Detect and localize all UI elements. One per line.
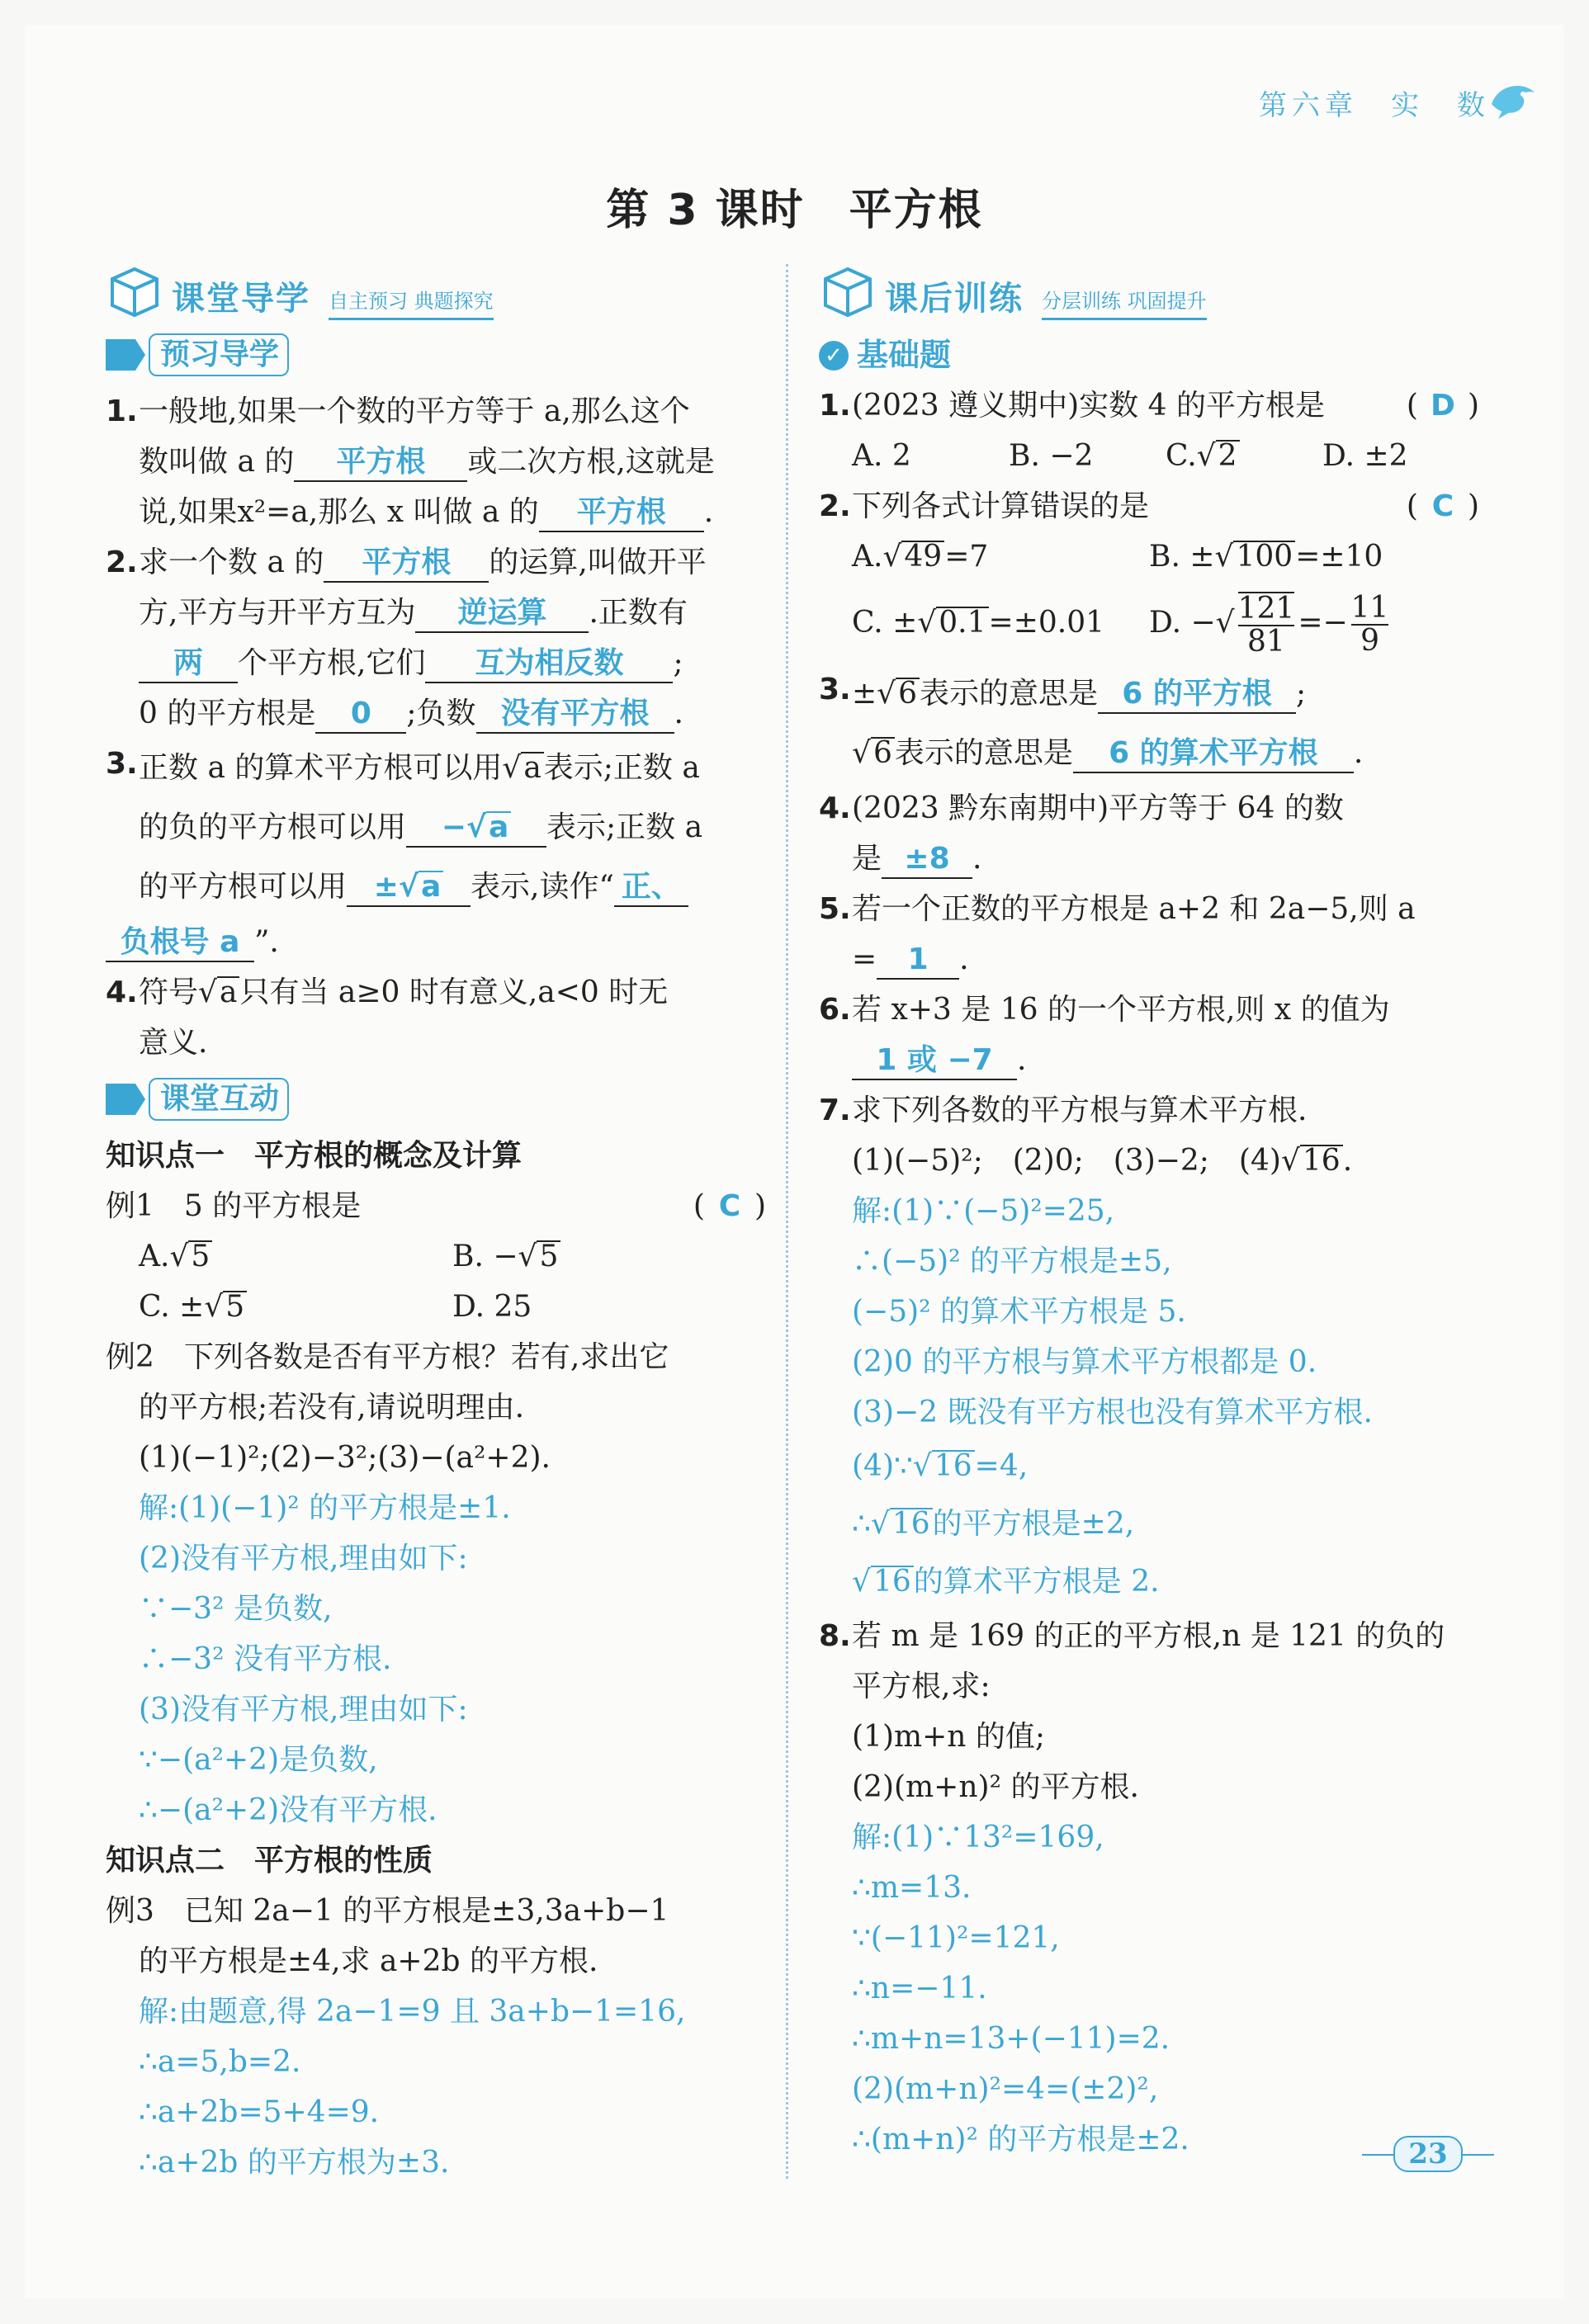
text: 或二次方根,这就是: [467, 445, 715, 479]
radicand: 0.1: [936, 607, 988, 638]
text: 若一个正数的平方根是 a+2 和 2a−5,则 a: [852, 892, 1416, 926]
section-header-in-class: [106, 262, 766, 320]
knowledge-point-2: 知识点二 平方根的性质: [106, 1844, 433, 1878]
question-number: 8.: [819, 1619, 851, 1653]
section-header-after-class: [819, 262, 1479, 320]
solution-line: ∵−3² 是负数,: [139, 1592, 333, 1626]
text: (1)(−5)²; (2)0; (3)−2; (4): [852, 1144, 1281, 1178]
tag-interaction: [106, 1078, 289, 1121]
text: (2023 黔东南期中)平方等于 64 的数: [852, 791, 1344, 825]
radicand: 16: [871, 1566, 914, 1597]
section-title: 课后训练: [885, 280, 1024, 318]
option-d: D. −√ $\frac{121}{81}$ =− $\frac{11}{9}$: [1149, 591, 1389, 659]
solution-line: ∴n=−11.: [852, 1972, 987, 2005]
answer-blank: ±√a: [347, 869, 471, 907]
option-b: B. ±√100=±10: [1149, 540, 1383, 574]
text: .正数有: [589, 596, 688, 630]
text: 的平方根可以用: [139, 870, 348, 904]
answer-blank: 0: [315, 696, 406, 734]
text: 的平方根;若没有,请说明理由.: [139, 1391, 525, 1424]
solution-line: 解:(1)∵(−5)²=25,: [852, 1194, 1115, 1228]
solution-line: 解:由题意,得 2a−1=9 且 3a+b−1=16,: [139, 1995, 686, 2029]
text: .: [1342, 1144, 1353, 1178]
option-c: C. ±√0.1=±0.01: [852, 606, 1105, 640]
solution-line: ∴m+n=13+(−11)=2.: [852, 2022, 1170, 2056]
question-3: 3. 正数 a 的算术平方根可以用√a表示;正数 a 的负的平方根可以用 −√a 表示;正数 a 的平方根可以用 ±√a 表示,读作“ 正、 负根号 a ”.: [106, 739, 766, 967]
chapter-header: 第六章 实 数: [1259, 89, 1490, 122]
example-3: [106, 1886, 766, 2188]
option-c: C.√2: [1166, 431, 1322, 481]
solution-line: ∴a+2b=5+4=9.: [139, 2095, 380, 2129]
text: =: [852, 942, 877, 976]
answer-blank: ±8: [882, 841, 972, 879]
question-number: 6.: [819, 993, 851, 1027]
solution-line: ∴(m+n)² 的平方根是±2.: [852, 2123, 1189, 2156]
example-1: 例1 5 的平方根是 ( C ) A.√5 B. −√5 C. ±√5 D. 25: [106, 1181, 766, 1332]
solution-line: ∴(−5)² 的平方根是±5,: [852, 1245, 1172, 1278]
fraction: [1238, 592, 1295, 658]
answer-blank: 正、: [614, 869, 688, 907]
radicand: 2: [1216, 440, 1240, 471]
question-number: 5.: [819, 892, 851, 926]
text: 的运算,叫做开平: [489, 546, 707, 579]
tag-label: 基础题: [857, 337, 952, 373]
text: 表示的意思是: [894, 736, 1073, 770]
solution-line: ∵−(a²+2)是负数,: [139, 1743, 378, 1777]
text: 求下列各数的平方根与算术平方根.: [852, 1094, 1308, 1127]
text: 表示的意思是: [920, 677, 1099, 711]
column-divider: [786, 264, 788, 2179]
text: (1)(−1)²;(2)−3²;(3)−(a²+2).: [139, 1441, 551, 1475]
option-a: A.√49=7: [852, 540, 989, 574]
text: B. −: [452, 1240, 518, 1273]
text: C. ±: [852, 606, 918, 640]
text: 说,如果x²=a,那么 x 叫做 a 的: [139, 495, 539, 529]
text: 正数 a 的算术平方根可以用: [139, 751, 503, 785]
text: .: [703, 495, 714, 529]
solution-line: √16的算术平方根是 2.: [852, 1565, 1160, 1599]
radicand: 6: [871, 737, 895, 768]
text: −: [441, 810, 466, 844]
answer-blank: 1: [877, 942, 959, 980]
answer-choice: C: [718, 1189, 741, 1223]
text: =±0.01: [988, 606, 1105, 640]
text: ;: [1296, 677, 1307, 711]
answer-choice: C: [1431, 489, 1454, 523]
text: 例2 下列各数是否有平方根？若有,求出它: [106, 1340, 669, 1374]
text: .: [1017, 1043, 1027, 1077]
left-column: [106, 262, 766, 2188]
page-title: 第 3 课时 平方根: [606, 186, 983, 235]
answer-blank: 互为相反数: [425, 645, 673, 683]
solution-line: (2)0 的平方根与算术平方根都是 0.: [852, 1345, 1317, 1379]
text: 个平方根,它们: [238, 646, 426, 680]
answer-blank: −√a: [406, 810, 546, 848]
text: 的算术平方根是 2.: [913, 1565, 1160, 1599]
question-1: [106, 386, 766, 537]
text: 例3 已知 2a−1 的平方根是±3,3a+b−1: [106, 1894, 669, 1928]
question-number: 2.: [819, 489, 851, 523]
text: 例1 5 的平方根是: [106, 1189, 362, 1223]
option-c: C. ±√5: [139, 1282, 452, 1332]
tag-preview: [106, 333, 289, 376]
section-subtitle: 自主预习 典题探究: [329, 286, 494, 320]
text: D. −: [1149, 606, 1216, 640]
question-2: [106, 537, 766, 739]
solution-line: ∴−(a²+2)没有平方根.: [139, 1793, 437, 1827]
solution-line: ∴a+2b 的平方根为±3.: [139, 2146, 450, 2180]
text: (1)m+n 的值;: [852, 1720, 1046, 1754]
text: 的平方根是±2,: [932, 1507, 1135, 1541]
radicand: 16: [890, 1508, 933, 1539]
solution-line: ∵(−11)²=121,: [852, 1921, 1060, 1955]
knowledge-point-1: 知识点一 平方根的概念及计算: [106, 1139, 523, 1173]
text: 的平方根是±4,求 a+2b 的平方根.: [139, 1944, 598, 1978]
question-6: [819, 985, 1479, 1085]
cube-icon: [106, 262, 163, 320]
tag-basic: [819, 330, 1479, 380]
answer-blank: 逆运算: [415, 595, 589, 633]
answer-choice: D: [1431, 389, 1455, 423]
denominator: 9: [1360, 624, 1379, 658]
text: =±10: [1295, 540, 1383, 574]
text: 若 x+3 是 16 的一个平方根,则 x 的值为: [852, 993, 1390, 1027]
solution-line: ∴−3² 没有平方根.: [139, 1642, 392, 1676]
solution-line: 解:(1)(−1)² 的平方根是±1.: [139, 1491, 511, 1525]
text: ;负数: [406, 697, 476, 730]
text: 0 的平方根是: [139, 697, 316, 730]
radicand: 16: [1300, 1145, 1343, 1176]
example-2: [106, 1332, 766, 1835]
answer-blank: 没有平方根: [476, 696, 674, 734]
text: =7: [944, 540, 989, 574]
text: 一般地,如果一个数的平方等于 a,那么这个: [139, 394, 690, 428]
radicand: a: [486, 811, 511, 843]
question-number: 3.: [819, 673, 851, 706]
numerator: 11: [1350, 591, 1389, 625]
text: C. ±: [139, 1290, 205, 1324]
solution-line: 解:(1)∵13²=169,: [852, 1821, 1104, 1854]
text: B. ±: [1149, 540, 1215, 574]
solution-line: (2)没有平方根,理由如下:: [139, 1542, 468, 1575]
text: ;: [673, 646, 683, 680]
text: .: [959, 942, 969, 976]
tag-label: 预习导学: [149, 333, 289, 376]
question-number: 4.: [819, 791, 851, 825]
answer-blank: 两: [139, 645, 238, 683]
radicand: 5: [537, 1240, 560, 1272]
text: C.: [1166, 439, 1197, 473]
radicand: 49: [901, 541, 944, 572]
question-number: 1.: [819, 389, 851, 423]
text: .: [674, 697, 683, 730]
solution-line: (4)∵√16=4,: [852, 1449, 1029, 1483]
question-number: 4.: [106, 975, 138, 1009]
check-icon: ✓: [819, 341, 849, 371]
dolphin-logo-icon: [1487, 76, 1539, 120]
option-a: A. 2: [852, 439, 911, 473]
radicand: a: [521, 752, 543, 783]
question-7: 7. 求下列各数的平方根与算术平方根. (1)(−5)²; (2)0; (3)−2; (4)√16. 解:(1)∵(−5)²=25, ∴(−5)² 的平方根是±5, (−5)² 的算术平方根是 5. (2)0 的平方根与算术平方根都是 0. (3)−2 既没有平方根也没有算术平方根. (4)∵√16=4, ∴√16的平方根是±2, √16的算术平方根是 2.: [819, 1085, 1479, 1611]
cube-icon: [819, 262, 877, 320]
solution-line: (−5)² 的算术平方根是 5.: [852, 1295, 1186, 1329]
option-d: D. ±2: [1322, 439, 1408, 473]
solution-line: (3)−2 既没有平方根也没有算术平方根.: [852, 1396, 1373, 1429]
radicand: 5: [188, 1240, 212, 1272]
text: (4)∵: [852, 1449, 913, 1483]
text: 表示;正数 a: [543, 751, 700, 785]
text: 只有当 a≥0 时有意义,a<0 时无: [239, 975, 669, 1009]
text: 平方根,求:: [852, 1670, 991, 1703]
text: 的负的平方根可以用: [139, 810, 407, 844]
tag-label: 课堂互动: [149, 1078, 289, 1121]
answer-blank: 平方根: [294, 444, 467, 482]
right-column: [819, 262, 1479, 2165]
page-number-label: 23: [1393, 2136, 1462, 2172]
radicand: a: [419, 871, 443, 902]
text: ±: [852, 677, 877, 711]
answer-blank: 1 或 −7: [852, 1042, 1017, 1080]
answer-blank: 平方根: [324, 545, 489, 583]
question-1: 1. (2023 遵义期中)实数 4 的平方根是 ( D ) A. 2 B. −2 C.√2 D. ±2: [819, 380, 1479, 481]
section-subtitle: 分层训练 巩固提升: [1042, 286, 1207, 320]
question-4: 4. 符号√a只有当 a≥0 时有意义,a<0 时无 意义.: [106, 967, 766, 1068]
radicand: 6: [896, 678, 920, 709]
answer-blank: 负根号 a: [106, 924, 254, 962]
solution-line: (2)(m+n)²=4=(±2)²,: [852, 2072, 1159, 2106]
option-b: B. −√5: [452, 1231, 766, 1282]
text: 意义.: [139, 1026, 208, 1060]
numerator: 121: [1237, 592, 1295, 626]
text: 下列各式计算错误的是: [852, 489, 1150, 523]
question-number: 3.: [106, 747, 138, 781]
text: (2)(m+n)² 的平方根.: [852, 1770, 1139, 1804]
text: ±: [373, 870, 399, 904]
text: A.: [139, 1240, 170, 1273]
question-8: [819, 1611, 1479, 2165]
solution-line: ∴m=13.: [852, 1871, 972, 1905]
text: =−: [1298, 606, 1348, 640]
text: 求一个数 a 的: [139, 546, 324, 579]
question-3: 3. ±√6表示的意思是 6 的平方根 ; √6表示的意思是 6 的算术平方根 .: [819, 664, 1479, 783]
text: 是: [852, 842, 882, 876]
section-title: 课堂导学: [172, 280, 310, 318]
text: A.: [852, 540, 883, 574]
radicand: a: [217, 976, 239, 1008]
flag-icon: [106, 339, 145, 371]
text: ∴: [852, 1507, 871, 1541]
text: (2023 遵义期中)实数 4 的平方根是: [852, 389, 1325, 423]
text: .: [972, 842, 982, 876]
denominator: 81: [1247, 625, 1285, 659]
question-number: 2.: [106, 546, 138, 579]
text: .: [1353, 736, 1364, 770]
fraction: [1351, 593, 1389, 657]
solution-line: ∴√16的平方根是±2,: [852, 1507, 1135, 1541]
radicand: 5: [223, 1291, 247, 1322]
text: 数叫做 a 的: [139, 445, 295, 479]
option-d: D. 25: [452, 1290, 532, 1324]
question-4: [819, 783, 1479, 884]
question-number: 1.: [106, 394, 138, 428]
text: 表示,读作“: [471, 870, 614, 904]
text: 方,平方与开平方互为: [139, 596, 416, 630]
answer-blank: 平方根: [539, 494, 704, 532]
text: 符号: [139, 975, 199, 1009]
page-number: [1362, 2136, 1494, 2172]
flag-icon: [106, 1084, 145, 1115]
text: 若 m 是 169 的正的平方根,n 是 121 的负的: [852, 1619, 1445, 1653]
question-number: 7.: [819, 1094, 851, 1127]
solution-line: (3)没有平方根,理由如下:: [139, 1693, 468, 1726]
question-2: 2. 下列各式计算错误的是 ( C ) A.√49=7 B. ±√100=±10 C. ±√0.1=±0.01 D. −√ $\frac{121}{81}$ =− $\frac{11}{9}$: [819, 481, 1479, 664]
radicand: 100: [1233, 541, 1295, 572]
solution-line: ∴a=5,b=2.: [139, 2045, 301, 2079]
option-b: B. −2: [1009, 439, 1094, 473]
option-a: A.√5: [139, 1231, 452, 1282]
answer-blank: 6 的算术平方根: [1073, 735, 1354, 773]
radicand: 16: [932, 1450, 975, 1481]
text: =4,: [974, 1449, 1029, 1483]
question-5: [819, 884, 1479, 985]
text: ”.: [254, 925, 279, 959]
text: 表示;正数 a: [546, 810, 703, 844]
answer-blank: 6 的平方根: [1098, 676, 1296, 714]
